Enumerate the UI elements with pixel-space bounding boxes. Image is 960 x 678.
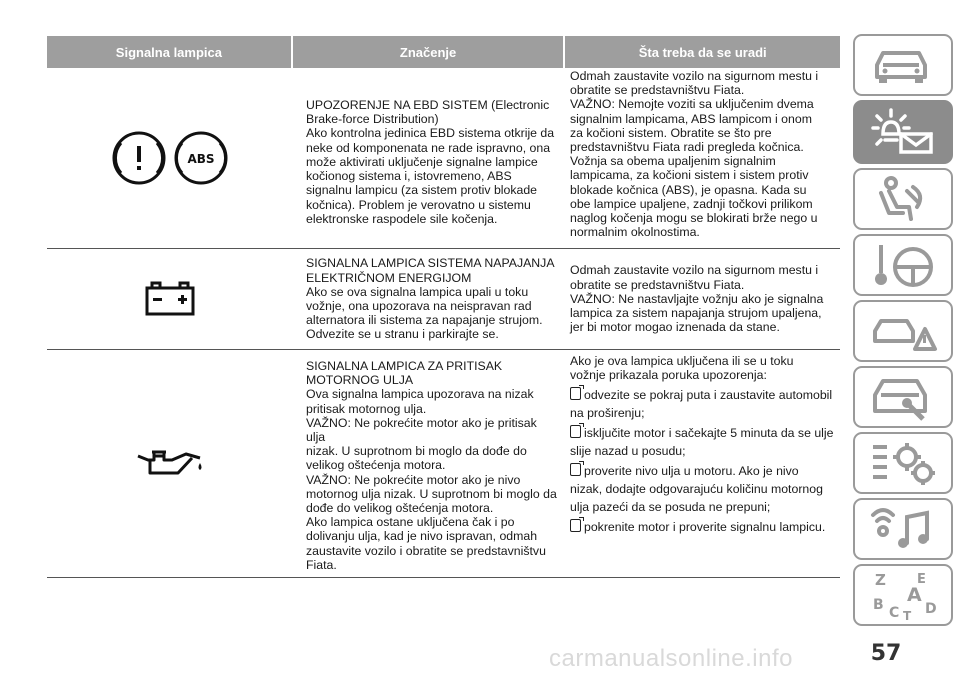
alphabet-index-icon [867,569,939,621]
car-warning-triangle-icon [867,305,939,357]
action-text: Odmah zaustavite vozilo na sigurnom mestu i obratite se predstavništvu Fiata. VAŽNO: Ne nastavljajte vožnju ako je signalna lampica za sistem napajanja strujom upaljena, jer bi motor mogao iznenada da stane. [570,263,824,335]
list-item [570,386,834,422]
checkbox-bullet-icon [570,463,581,476]
list-item [570,462,834,516]
icon-cell [47,350,292,577]
multimedia-icon [867,503,939,555]
index-letter: C [889,605,900,621]
index-letter: A [907,584,922,606]
watermark: carmanualsonline.info [549,645,793,672]
key-steering-wheel-icon [867,239,939,291]
tab-emergency[interactable] [853,300,953,362]
gears-list-icon [867,437,939,489]
header-meaning: Značenje [293,36,566,68]
header-action: Šta treba da se uradi [638,44,767,60]
warning-lights-table [47,36,840,578]
index-letter: Z [875,571,886,589]
action-intro: Ako je ova lampica uključena ili se u toku vožnje prikazala poruka upozorenja: [570,354,794,383]
index-letter: D [925,601,937,617]
warning-light-message-icon [867,106,939,158]
battery-icon [144,281,196,317]
meaning-text: SIGNALNA LAMPICA ZA PRITISAK MOTORNOG ULJA Ova signalna lampica upozorava na nizak pritisak motornog ulja. VAŽNO: Ne pokrećite motor ako je pritisak ulja nizak. U suprotnom bi moglo da dođe do velikog oštećenja motora. VAŽNO: Ne pokrećite motor ako je nivo motornog ulja nizak. U suprotnom bi moglo da dođe do velikog oštećenja motora. Ako lampica ostane uključena čak i po dolivanju ulja, kad je nivo ispravan, odmah zaustavite vozilo i obratite se predstavništvu Fiata. [306,358,557,572]
checkbox-bullet-icon [570,425,581,438]
list-item-text: isključite motor i sačekajte 5 minuta da se ulje slije nazad u posudu; [570,426,834,459]
meaning-text: SIGNALNA LAMPICA SISTEMA NAPAJANJA ELEKTRIČNOM ENERGIJOM Ako se ova signalna lampica upali u toku vožnje, ona upozorava na neispravan rad alternatora ili sistema za napajanje strujom. Odvezite se u stranu i parkirajte se. [306,256,555,342]
car-wrench-icon [867,371,939,423]
brake-and-abs-warning-icon [109,128,231,188]
action-cell [564,350,840,577]
table-header [47,36,840,68]
table-row [47,350,840,578]
meaning-text: UPOZORENJE NA EBD SISTEM (Electronic Brake-force Distribution) Ako kontrolna jedinica EBD sistema otkrije da neke od komponenata ne rade ispravno, ona može aktivirati uključenje signalne lampice kočionog sistema i, istovremeno, ABS signalnu lampicu (za sistem protiv blokade kočnica). Problem je verovatno u sistemu elektronske raspodele sile kočenja. [306,98,555,226]
svg-text:ABS: ABS [186,152,215,166]
list-item-text: odvezite se pokraj puta i zaustavite automobil na proširenju; [570,388,833,421]
checkbox-bullet-icon [570,387,581,400]
seat-airbag-icon [867,173,939,225]
list-item [570,424,834,460]
tab-vehicle[interactable] [853,34,953,96]
tab-starting-driving[interactable] [853,234,953,296]
tab-maintenance[interactable] [853,366,953,428]
tab-technical-data[interactable] [853,432,953,494]
index-letter: E [917,572,926,587]
checkbox-bullet-icon [570,519,581,532]
icon-cell [47,68,292,248]
tab-multimedia[interactable] [853,498,953,560]
list-item-text: proverite nivo ulja u motoru. Ako je nivo nizak, dodajte odgovarajuću količinu motornog ulja pazeći da se posuda ne prepuni; [570,464,823,515]
chapter-sidebar [853,34,953,630]
table-row [47,249,840,350]
page-number: 57 [870,641,902,666]
table-row [47,68,840,249]
header-signal-light: Signalna lampica [47,36,293,68]
list-item-text: pokrenite motor i proverite signalnu lampicu. [584,520,826,535]
action-text: Odmah zaustavite vozilo na sigurnom mestu i obratite se predstavništvu Fiata. VAŽNO: Nemojte voziti sa uključenim dvema signalnim lampicama, ABS lampicom i onom za kočioni sistem. Obratite se što pre predstavništvu Fiata radi pregleda kočnica. Vožnja sa obema upaljenim signalnim lampicama, za kočioni sistem i sistem protiv blokade kočnica (ABS), je opasna. Kada su obe lampice upaljene, zadnji točkovi prilikom naglog kočenja mogu se blokirati brže nego u normalnim okolnostima. [570,69,819,240]
icon-cell [47,249,292,349]
car-icon [867,39,939,91]
index-letter: T [903,609,912,621]
tab-index[interactable] [853,564,953,626]
oil-pressure-icon [134,447,206,481]
tab-warning-lights[interactable] [853,100,953,164]
list-item [570,518,825,536]
index-letter: B [873,597,884,613]
tab-safety[interactable] [853,168,953,230]
